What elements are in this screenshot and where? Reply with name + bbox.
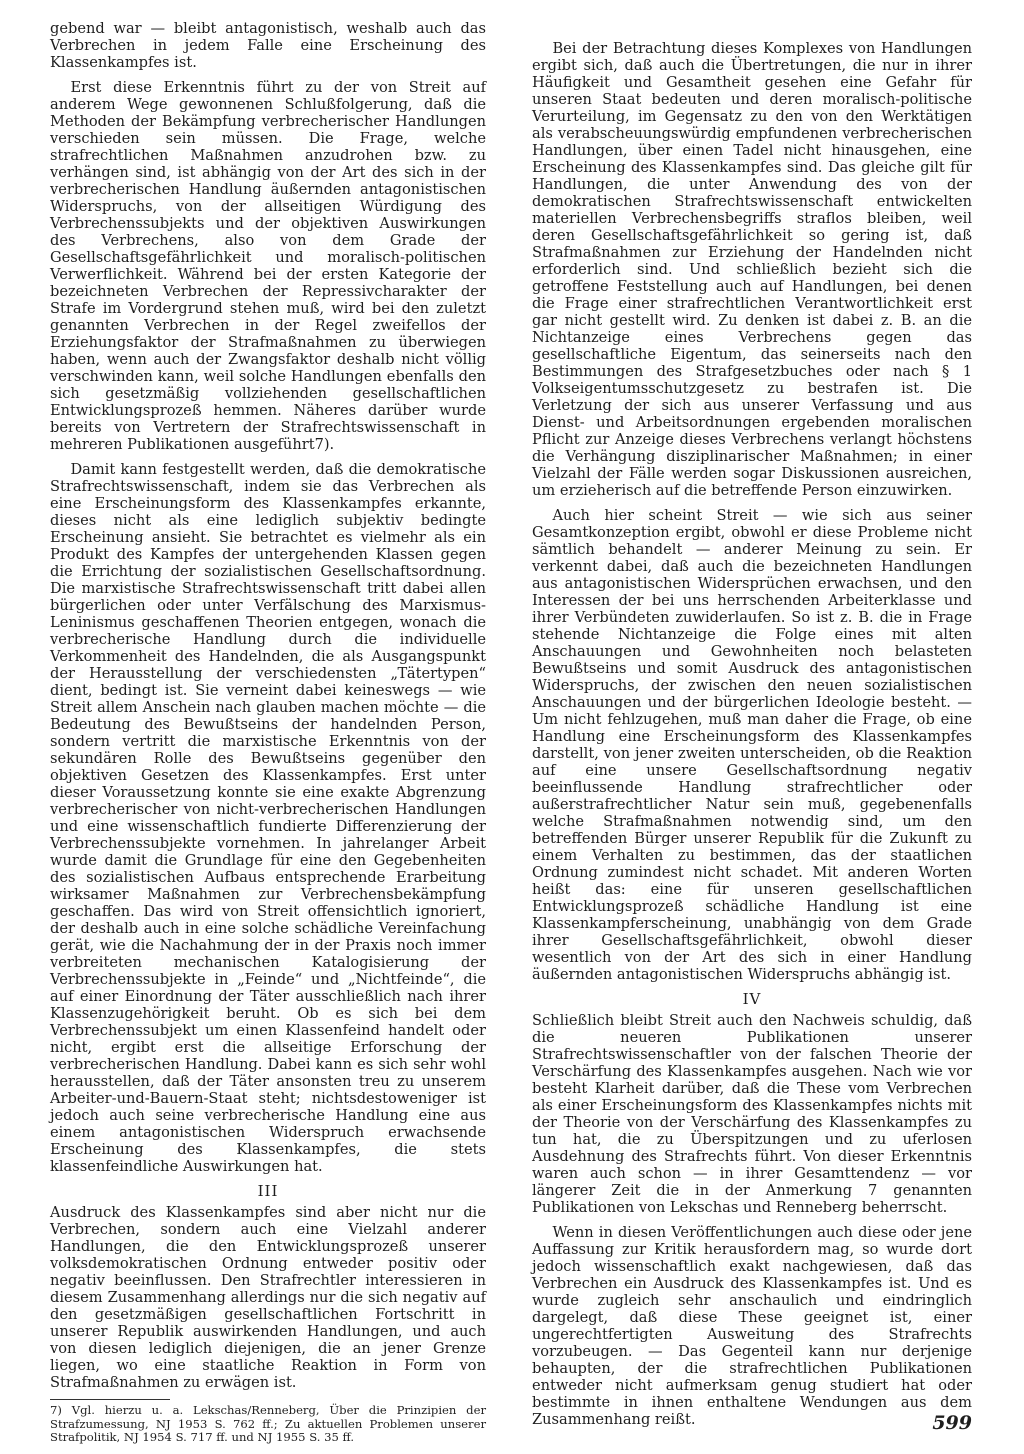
right-column (532, 40, 972, 1436)
paragraph: Ausdruck des Klassenkampfes sind aber nicht nur die Verbrechen, sondern auch eine Vielzahl anderer Handlungen, die den Entwicklungsprozeß unserer volksdemokratischen Ordnung entweder positiv oder negativ beeinflussen. Den Strafrechtler interessieren in diesem Zusammenhang allerdings nur die sich negativ auf den gesetzmäßigen gesellschaftlichen Fortschritt in unserer Republik auswirkenden Handlungen, und auch von diesen lediglich diejenigen, die an jener Grenze liegen, wo eine staatliche Reaktion in Form von Strafmaßnahmen zu erwägen ist. (50, 1204, 486, 1391)
paragraph: Erst diese Erkenntnis führt zu der von Streit auf anderem Wege gewonnenen Schlußfolgerung, daß die Methoden der Bekämpfung verbrecherischer Handlungen verschieden sein müssen. Die Frage, welche strafrechtlichen Maßnahmen anzudrohen bzw. zu verhängen sind, ist abhängig von der Art des sich in der verbrecherischen Handlung äußernden antagonistischen Widerspruchs, von der allseitigen Würdigung des Verbrechenssubjekts und der objektiven Auswirkungen des Verbrechens, also von dem Grade der Gesellschaftsgefährlichkeit und moralisch-politischen Verwerflichkeit. Während bei der ersten Kategorie der bezeichneten Verbrechen der Repressivcharakter der Strafe im Vordergrund stehen muß, wird bei den zuletzt genannten Verbrechen in der Regel zweifellos der Erziehungsfaktor der Strafmaßnahmen zu überwiegen haben, wenn auch der Zwangsfaktor deshalb nicht völlig verschwinden kann, weil solche Handlungen ebenfalls den sich gesetzmäßig vollziehenden gesellschaftlichen Entwicklungsprozeß hemmen. Näheres darüber wurde bereits von Vertretern der Strafrechtswissenschaft in mehreren Publikationen ausgeführt7). (50, 79, 486, 453)
paragraph: gebend war — bleibt antagonistisch, weshalb auch das Verbrechen in jedem Falle eine Erscheinung des Klassenkampfes ist. (50, 20, 486, 71)
paragraph: Bei der Betrachtung dieses Komplexes von Handlungen ergibt sich, daß auch die Übertretungen, die nur in ihrer Häufigkeit und Gesamtheit gesehen eine Gefahr für unseren Staat bedeuten und deren moralisch-politische Verurteilung, im Gegensatz zu den von den Werktätigen als verabscheuungswürdig empfundenen verbrecherischen Handlungen, über einen Tadel nicht hinausgehen, eine Erscheinung des Klassenkampfes sind. Das gleiche gilt für Handlungen, die unter Anwendung des von der demokratischen Strafrechtswissenschaft entwickelten materiellen Verbrechensbegriffs straflos bleiben, weil deren Gesellschaftsgefährlichkeit so gering ist, daß Strafmaßnahmen zur Erziehung der Handelnden nicht erforderlich sind. Und schließlich bezieht sich die getroffene Feststellung auch auf Handlungen, bei denen die Frage einer strafrechtlichen Verantwortlichkeit erst gar nicht gestellt wird. Zu denken ist dabei z. B. an die Nichtanzeige eines Verbrechens gegen das gesellschaftliche Eigentum, das seinerseits nach den Bestimmungen des Strafgesetzbuches oder nach § 1 Volkseigentumsschutzgesetz zu bestrafen ist. Die Verletzung der sich aus unserer Verfassung und aus Dienst- und Arbeitsordnungen ergebenden moralischen Pflicht zur Anzeige dieses Verbrechens verlangt höchstens die Verhängung disziplinarischer Maßnahmen; in einer Vielzahl der Fälle werden sogar Diskussionen ausreichen, um erzieherisch auf die betreffende Person einzuwirken. (532, 40, 972, 499)
paragraph: Auch hier scheint Streit — wie sich aus seiner Gesamtkonzeption ergibt, obwohl er diese Probleme nicht sämtlich behandelt — anderer Meinung zu sein. Er verkennt dabei, daß auch die bezeichneten Handlungen aus antagonistischen Widersprüchen erwachsen, und den Interessen der bei uns herrschenden Arbeiterklasse und ihrer Verbündeten zuwiderlaufen. So ist z. B. die in Frage stehende Nichtanzeige die Folge eines mit alten Anschauungen und Gewohnheiten noch belasteten Bewußtseins und somit Ausdruck des antagonistischen Widerspruchs, der zwischen den neuen sozialistischen Anschauungen und der bürgerlichen Ideologie besteht. — Um nicht fehlzugehen, muß man daher die Frage, ob eine Handlung eine Erscheinungsform des Klassenkampfes darstellt, von jener zweiten unterscheiden, ob die Reaktion auf eine unsere Gesellschaftsordnung negativ beeinflussende Handlung strafrechtlicher oder außerstrafrechtlicher Natur sein muß, gegebenenfalls welche Strafmaßnahmen notwendig sind, um den betreffenden Bürger unserer Republik für die Zukunft zu einem Verhalten zu bestimmen, das der staatlichen Ordnung zumindest nicht schadet. Mit anderen Worten heißt das: eine für unseren gesellschaftlichen Entwicklungsprozeß schädliche Handlung ist eine Klassenkampferscheinung, unabhängig von dem Grade ihrer Gesellschaftsgefährlichkeit, obwohl dieser wesentlich von der Art des sich in einer Handlung äußernden antagonistischen Widerspruchs abhängig ist. (532, 507, 972, 983)
footnote: 7) Vgl. hierzu u. a. Lekschas/Renneberg, Über die Prinzipien der Strafzumessung, NJ 1953 S. 762 ff.; Zu aktuellen Problemen unserer Strafpolitik, NJ 1954 S. 717 ff. und NJ 1955 S. 35 ff. (50, 1403, 486, 1444)
page-number: 599 (932, 1412, 972, 1434)
footnote-divider (50, 1399, 170, 1400)
section-heading: III (257, 1182, 279, 1200)
left-column (50, 20, 486, 1445)
paragraph: Schließlich bleibt Streit auch den Nachweis schuldig, daß die neueren Publikationen unserer Strafrechtswissenschaftler von der falschen Theorie der Verschärfung des Klassenkampfes ausgehen. Nach wie vor besteht Klarheit darüber, daß die These vom Verbrechen als einer Erscheinungsform des Klassenkampfes nichts mit der Theorie von der Verschärfung des Klassenkampfes zu tun hat, die zu Überspitzungen und zu uferlosen Ausdehnung des Strafrechts führt. Von dieser Erkenntnis waren auch schon — in ihrer Gesamttendenz — vor längerer Zeit die in der Anmerkung 7 genannten Publikationen von Lekschas und Renneberg beherrscht. (532, 1012, 972, 1216)
paragraph: Damit kann festgestellt werden, daß die demokratische Strafrechtswissenschaft, indem sie das Verbrechen als eine Erscheinungsform des Klassenkampfes erkannte, dieses nicht als eine lediglich subjektiv bedingte Erscheinung ansieht. Sie betrachtet es vielmehr als ein Produkt des Kampfes der untergehenden Klassen gegen die Errichtung der sozialistischen Gesellschaftsordnung. Die marxistische Strafrechtswissenschaft tritt dabei allen bürgerlichen oder unter Verfälschung des Marxismus-Leninismus geschaffenen Theorien entgegen, wonach die verbrecherische Handlung durch die individuelle Verkommenheit des Handelnden, die als Ausgangspunkt der Herausstellung der verschiedensten „Tätertypen“ dient, bedingt ist. Sie verneint dabei keineswegs — wie Streit allem Anschein nach glauben machen möchte — die Bedeutung des Bewußtseins der handelnden Person, sondern vertritt die marxistische Erkenntnis von der sekundären Rolle des Bewußtseins gegenüber den objektiven Gesetzen des Klassenkampfes. Erst unter dieser Voraussetzung konnte sie eine exakte Abgrenzung verbrecherischer von nicht-verbrecherischen Handlungen und eine wissenschaftlich fundierte Differenzierung der Verbrechenssubjekte vornehmen. In jahrelanger Arbeit wurde damit die Grundlage für eine den Gegebenheiten des sozialistischen Aufbaus entsprechende Erarbeitung wirksamer Maßnahmen zur Verbrechensbekämpfung geschaffen. Das wird von Streit offensichtlich ignoriert, der deshalb auch in eine solche schädliche Vereinfachung gerät, wie die Nachahmung der in der Praxis noch immer verbreiteten mechanischen Katalogisierung der Verbrechenssubjekte in „Feinde“ und „Nichtfeinde“, die auf einer Einordnung der Täter ausschließlich nach ihrer Klassenzugehörigkeit beruht. Ob es sich bei dem Verbrechenssubjekt um einen Klassenfeind handelt oder nicht, ergibt erst die allseitige Erforschung der verbrecherischen Handlung. Dabei kann es sich sehr wohl herausstellen, daß der Täter ansonsten treu zu unserem Arbeiter-und-Bauern-Staat steht; nichtsdestoweniger ist jedoch auch seine verbrecherische Handlung eine aus einem antagonistischen Widerspruch erwachsende Erscheinung des Klassenkampfes, die stets klassenfeindliche Auswirkungen hat. (50, 461, 486, 1175)
paragraph: Wenn in diesen Veröffentlichungen auch diese oder jene Auffassung zur Kritik herausfordern mag, so wurde dort jedoch wissenschaftlich exakt nachgewiesen, daß das Verbrechen ein Ausdruck des Klassenkampfes ist. Und es wurde zugleich sehr anschaulich und eindringlich dargelegt, daß diese These geeignet ist, einer ungerechtfertigten Ausweitung des Strafrechts vorzubeugen. — Das Gegenteil kann nur derjenige behaupten, der die strafrechtlichen Publikationen entweder nicht aufmerksam genug studiert hat oder bestimmte in ihnen enthaltene Wendungen aus dem Zusammenhang reißt. (532, 1224, 972, 1428)
section-heading: IV (742, 990, 762, 1008)
